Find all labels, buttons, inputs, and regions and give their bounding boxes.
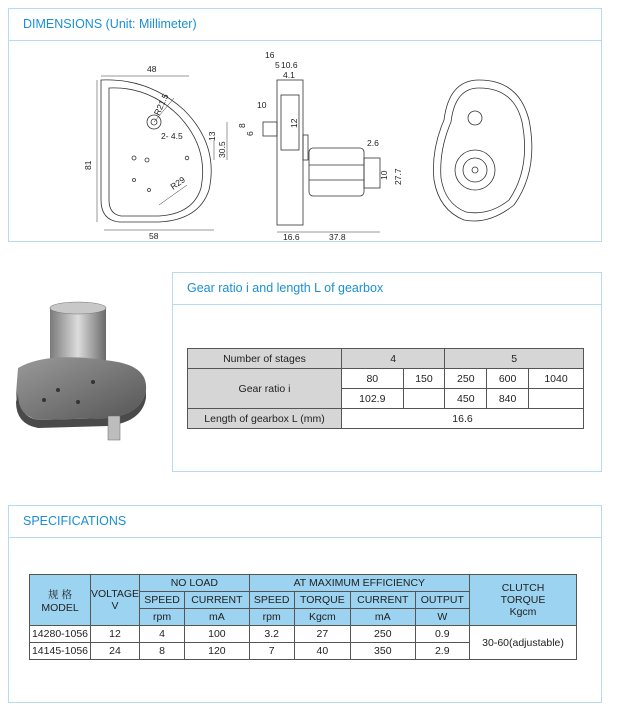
- length-label: Length of gearbox L (mm): [188, 409, 342, 429]
- back-view: [433, 80, 531, 221]
- dim-48: 48: [147, 64, 157, 74]
- gear-ratio-panel: [172, 272, 602, 472]
- dim-277: 27.7: [393, 168, 403, 185]
- output-cell: 2.9: [415, 643, 469, 660]
- dim-8: 8: [237, 123, 247, 128]
- ratio-cell: 80: [342, 369, 404, 389]
- dimensions-title: DIMENSIONS (Unit: Millimeter): [23, 17, 197, 31]
- length-value: 16.6: [342, 409, 584, 429]
- dim-41: 4.1: [283, 70, 295, 80]
- dimension-drawing: [9, 40, 601, 240]
- ratio-cell: 250: [445, 369, 487, 389]
- current-cell: 250: [351, 626, 415, 643]
- dim-378: 37.8: [329, 232, 346, 240]
- specifications-table: [29, 574, 577, 660]
- current-header: CURRENT: [351, 592, 415, 609]
- nl-speed-cell: 4: [140, 626, 185, 643]
- speed-cell: 3.2: [249, 626, 294, 643]
- ratio-cell: [529, 389, 584, 409]
- dim-166: 16.6: [283, 232, 300, 240]
- gear-ratio-title: Gear ratio i and length L of gearbox: [187, 281, 384, 295]
- dim-6: 6: [245, 131, 255, 136]
- dimensions-panel: [8, 8, 602, 242]
- ratio-cell: 600: [487, 369, 529, 389]
- ratio-cell: 1040: [529, 369, 584, 389]
- ratio-cell: 840: [487, 389, 529, 409]
- model-cell: 14145-1056: [30, 643, 91, 660]
- voltage-cell: 12: [91, 626, 140, 643]
- torque-cell: 27: [294, 626, 350, 643]
- model-header-cn: 规 格: [48, 588, 72, 601]
- dim-2-45: 2- 4.5: [161, 131, 183, 141]
- dim-r215: R21.5: [151, 92, 171, 117]
- nl-speed-unit: rpm: [140, 609, 185, 626]
- torque-cell: 40: [294, 643, 350, 660]
- clutch-header-unit: Kgcm: [509, 606, 537, 618]
- clutch-value: 30-60(adjustable): [470, 626, 577, 660]
- specifications-header: [9, 506, 601, 538]
- ratio-cell: 150: [403, 369, 445, 389]
- nl-current-unit: mA: [185, 609, 249, 626]
- dim-26: 2.6: [367, 138, 379, 148]
- stages-label: Number of stages: [188, 349, 342, 369]
- nl-speed-cell: 8: [140, 643, 185, 660]
- dim-13: 13: [207, 131, 217, 141]
- ratio-cell: 450: [445, 389, 487, 409]
- output-cell: 0.9: [415, 626, 469, 643]
- side-view: [263, 80, 380, 232]
- clutch-header-torque: TORQUE: [500, 594, 546, 606]
- specifications-panel: [8, 505, 602, 703]
- ratio-cell: [403, 389, 445, 409]
- dim-58: 58: [149, 231, 159, 240]
- voltage-cell: 24: [91, 643, 140, 660]
- output-header: OUTPUT: [415, 592, 469, 609]
- dim-5: 5: [275, 60, 280, 70]
- voltage-header: [91, 575, 140, 626]
- model-header-en: MODEL: [41, 601, 79, 614]
- gear-ratio-header: [173, 273, 601, 305]
- dim-305: 30.5: [217, 141, 227, 158]
- nl-speed-header: SPEED: [140, 592, 185, 609]
- torque-unit: Kgcm: [294, 609, 350, 626]
- model-cell: 14280-1056: [30, 626, 91, 643]
- maxeff-header: AT MAXIMUM EFFICIENCY: [249, 575, 469, 592]
- dim-81: 81: [83, 160, 93, 170]
- table-row: [30, 626, 577, 643]
- speed-header: SPEED: [249, 592, 294, 609]
- dim-16: 16: [265, 50, 275, 60]
- dim-r29: R29: [168, 174, 187, 192]
- dim-p10: 10: [379, 170, 389, 180]
- specifications-title: SPECIFICATIONS: [23, 514, 127, 528]
- nl-current-header: CURRENT: [185, 592, 249, 609]
- nl-current-cell: 120: [185, 643, 249, 660]
- ratio-label: Gear ratio i: [188, 369, 342, 409]
- dim-106: 10.6: [281, 60, 298, 70]
- current-cell: 350: [351, 643, 415, 660]
- motor-photo: [8, 290, 158, 450]
- gear-ratio-table: [187, 348, 584, 429]
- nl-current-cell: 100: [185, 626, 249, 643]
- clutch-header: [470, 575, 577, 626]
- noload-header: NO LOAD: [140, 575, 250, 592]
- stage-4: 4: [342, 349, 445, 369]
- dim-10: 10: [257, 100, 267, 110]
- voltage-header-label: VOLTAGE: [91, 588, 140, 600]
- ratio-cell: 102.9: [342, 389, 404, 409]
- dimensions-header: [9, 9, 601, 41]
- speed-unit: rpm: [249, 609, 294, 626]
- voltage-header-unit: V: [111, 600, 119, 612]
- clutch-header-label: CLUTCH: [501, 582, 545, 594]
- speed-cell: 7: [249, 643, 294, 660]
- model-header: [30, 575, 91, 626]
- current-unit: mA: [351, 609, 415, 626]
- torque-header: TORQUE: [294, 592, 350, 609]
- output-unit: W: [415, 609, 469, 626]
- dim-12: 12: [289, 118, 299, 128]
- stage-5: 5: [445, 349, 584, 369]
